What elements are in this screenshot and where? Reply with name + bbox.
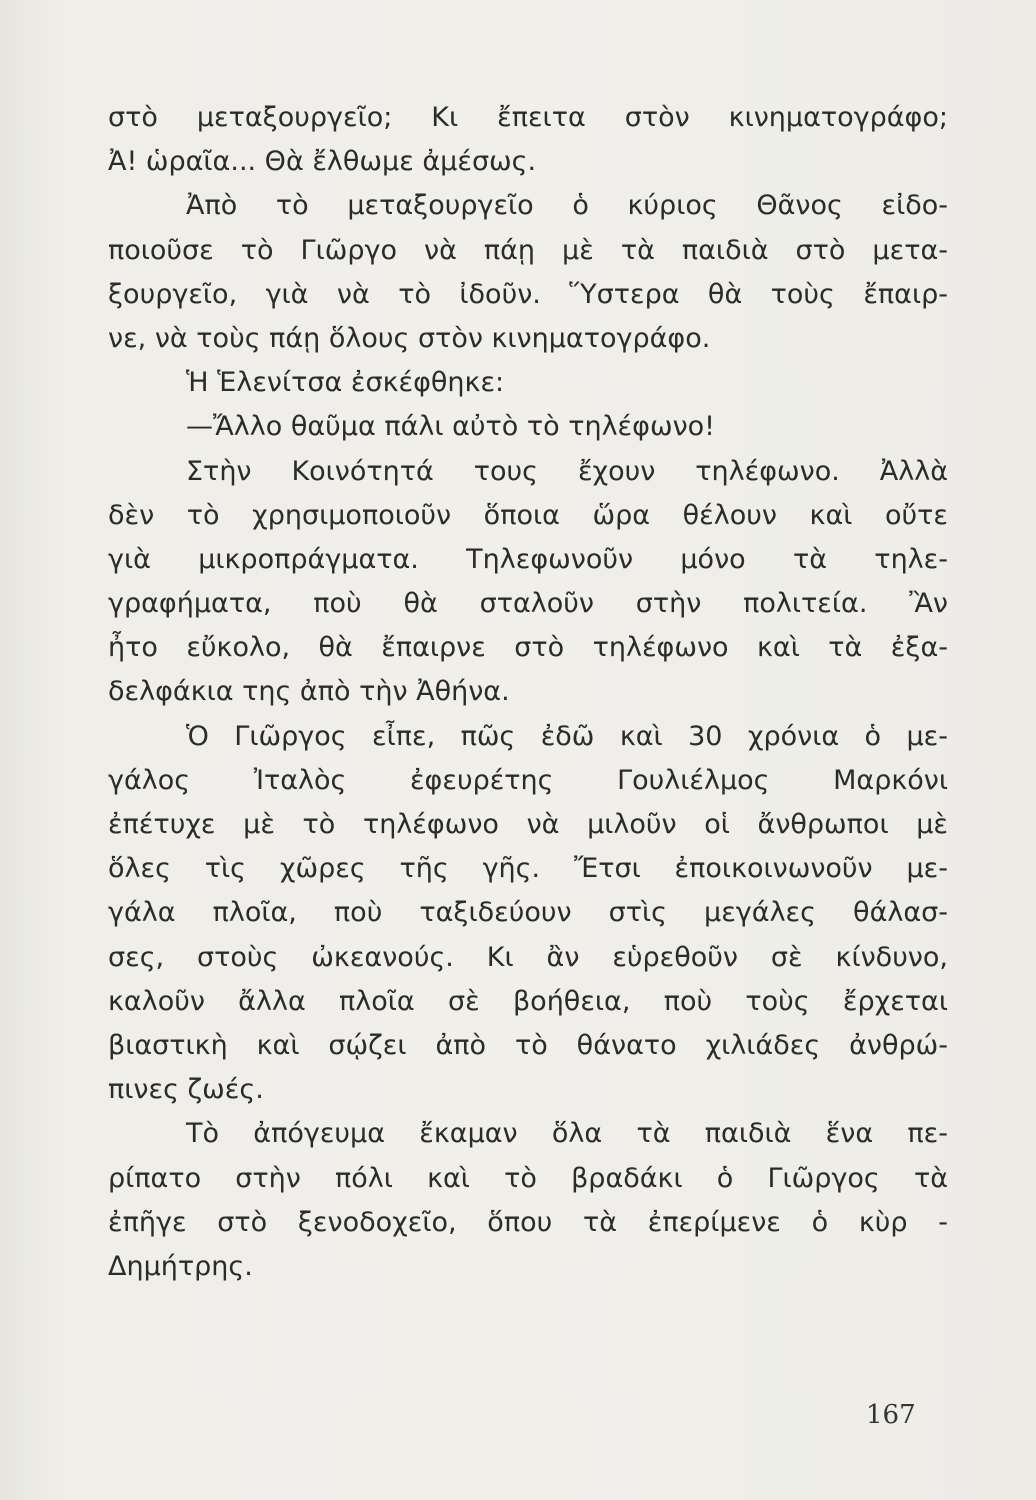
text-line: γάλος Ἰταλὸς ἐφευρέτης Γουλιέλμος Μαρκόνι (108, 764, 948, 796)
text-line: —Ἄλλο θαῦμα πάλι αὐτὸ τὸ τηλέφωνο! (186, 411, 715, 443)
text-line: γάλα πλοῖα, ποὺ ταξιδεύουν στὶς μεγάλες θάλασ- (108, 897, 948, 929)
text-line: ρίπατο στὴν πόλι καὶ τὸ βραδάκι ὁ Γιῶργος τὰ (108, 1162, 948, 1194)
page-number: 167 (866, 1400, 916, 1430)
text-line: Στὴν Κοινότητά τους ἔχουν τηλέφωνο. Ἀλλὰ (186, 455, 948, 487)
text-line: Τὸ ἀπόγευμα ἔκαμαν ὅλα τὰ παιδιὰ ἕνα πε- (186, 1118, 948, 1150)
text-line: ἐπῆγε στὸ ξενοδοχεῖο, ὅπου τὰ ἐπερίμενε ὁ κὺρ - (108, 1206, 948, 1238)
text-line: γιὰ μικροπράγματα. Τηλεφωνοῦν μόνο τὰ τηλε- (108, 543, 948, 575)
text-line: ἐπέτυχε μὲ τὸ τηλέφωνο νὰ μιλοῦν οἱ ἄνθρωποι μὲ (108, 809, 948, 840)
text-line: Ἀ! ὡραῖα... Θὰ ἔλθωμε ἀμέσως. (108, 146, 537, 178)
text-line: Ὁ Γιῶργος εἶπε, πῶς ἐδῶ καὶ 30 χρόνια ὁ με- (186, 720, 948, 752)
text-line: καλοῦν ἄλλα πλοῖα σὲ βοήθεια, ποὺ τοὺς ἔρχεται (108, 985, 948, 1017)
text-line: Ἀπὸ τὸ μεταξουργεῖο ὁ κύριος Θᾶνος εἰδο- (186, 190, 948, 222)
text-line: στὸ μεταξουργεῖο; Κι ἔπειτα στὸν κινηματογράφο; (108, 102, 948, 133)
text-line: δὲν τὸ χρησιμοποιοῦν ὅποια ὥρα θέλουν καὶ οὔτε (108, 499, 948, 531)
text-line: ὅλες τὶς χῶρες τῆς γῆς. Ἔτσι ἐποικοινωνοῦν με- (108, 853, 948, 885)
text-line: ποιοῦσε τὸ Γιῶργο νὰ πάῃ μὲ τὰ παιδιὰ στὸ μετα- (108, 234, 948, 266)
text-line: νε, νὰ τοὺς πάῃ ὅλους στὸν κινηματογράφο. (108, 322, 711, 354)
text-line: γραφήματα, ποὺ θὰ σταλοῦν στὴν πολιτεία. Ἂν (108, 588, 948, 620)
text-line: σες, στοὺς ὠκεανούς. Κι ἂν εὑρεθοῦν σὲ κίνδυνο, (108, 941, 948, 973)
text-line: Ἡ Ἑλενίτσα ἐσκέφθηκε: (186, 367, 505, 399)
text-line: δελφάκια της ἀπὸ τὴν Ἀθήνα. (108, 676, 510, 708)
body-text (108, 96, 948, 1289)
text-line: ἦτο εὔκολο, θὰ ἔπαιρνε στὸ τηλέφωνο καὶ τὰ ἐξα- (108, 632, 948, 664)
text-line: βιαστικὴ καὶ σῴζει ἀπὸ τὸ θάνατο χιλιάδες ἀνθρώ- (108, 1029, 948, 1061)
text-line: πινες ζωές. (108, 1074, 264, 1106)
text-line: Δημήτρης. (108, 1250, 253, 1282)
text-line: ξουργεῖο, γιὰ νὰ τὸ ἰδοῦν. Ὕστερα θὰ τοὺς ἔπαιρ- (108, 278, 948, 310)
